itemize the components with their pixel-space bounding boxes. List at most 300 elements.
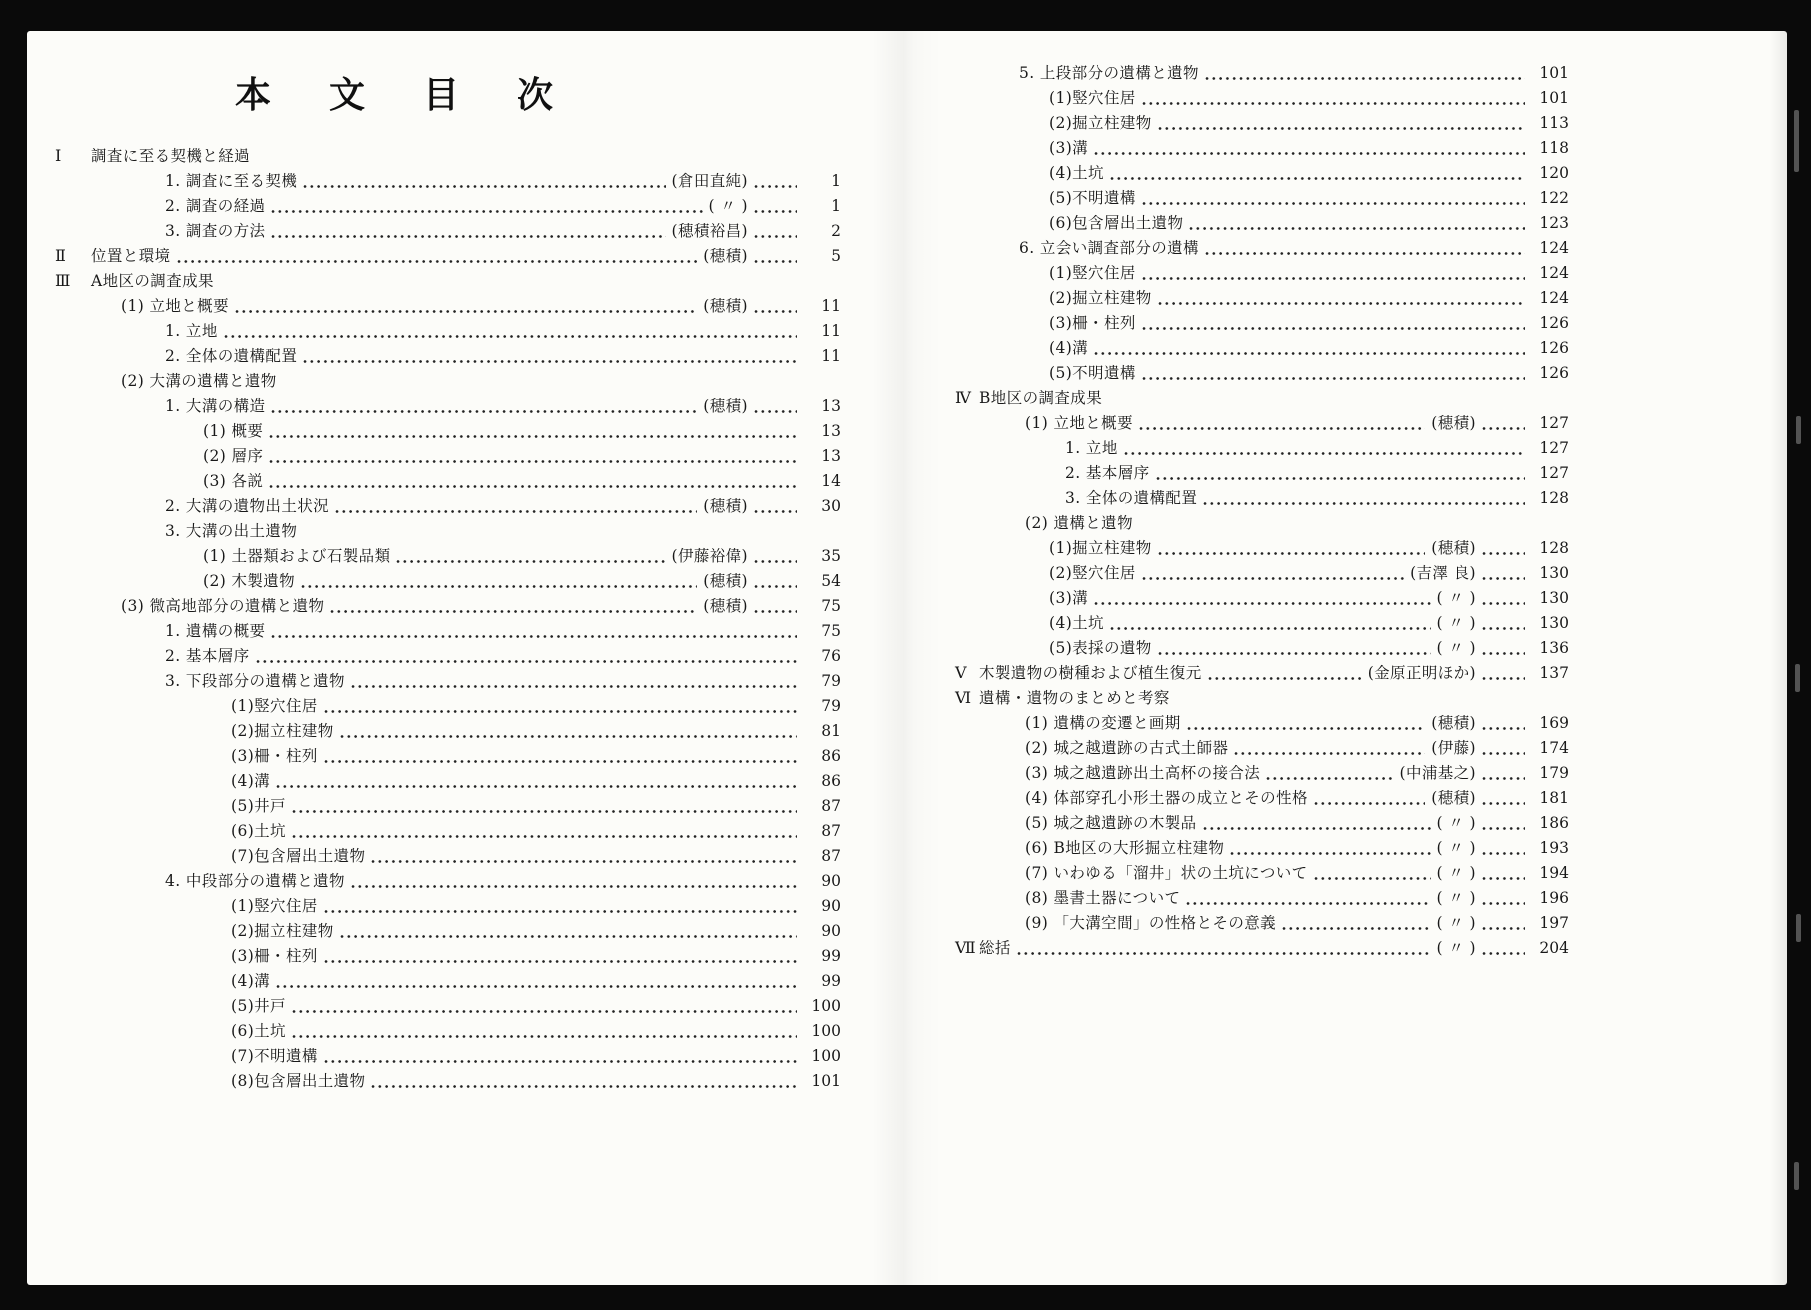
dot-leader <box>223 334 797 339</box>
dot-leader-short <box>1481 726 1525 731</box>
dot-leader <box>323 1059 797 1064</box>
toc-entry <box>955 111 1569 136</box>
toc-entry-label: (2)竪穴住居 <box>1049 564 1136 582</box>
toc-entry <box>55 994 841 1019</box>
toc-entry-page: 137 <box>1539 664 1569 682</box>
scan-artifact <box>1796 914 1801 942</box>
dot-leader <box>1109 176 1525 181</box>
dot-leader <box>323 709 797 714</box>
toc-entry-page: 179 <box>1539 764 1569 782</box>
toc-entry-numeral: Ⅳ <box>955 388 971 407</box>
toc-entry-numeral: Ⅴ <box>955 663 967 682</box>
dot-leader-short <box>1481 751 1525 756</box>
toc-entry-page: 100 <box>811 997 841 1015</box>
toc-entry-page: 100 <box>811 1047 841 1065</box>
dot-leader-short <box>1481 951 1525 956</box>
toc-entry <box>55 244 841 269</box>
toc-entry <box>55 494 841 519</box>
toc-entry-page: 79 <box>821 697 841 715</box>
dot-leader <box>1141 201 1525 206</box>
toc-entry-author: (倉田直純) <box>671 172 748 190</box>
dot-leader <box>270 209 702 214</box>
toc-entry-label: (4)土坑 <box>1049 614 1104 632</box>
toc-entry-label: (1)竪穴住居 <box>231 697 318 715</box>
toc-entry-page: 101 <box>1539 89 1569 107</box>
dot-leader <box>1141 376 1525 381</box>
toc-entry-author: (穂積) <box>703 397 748 415</box>
dot-leader <box>1109 626 1431 631</box>
toc-entry-label: (2) 木製遺物 <box>203 572 296 590</box>
toc-entry-label: (1)掘立柱建物 <box>1049 539 1152 557</box>
toc-entry-label: B地区の調査成果 <box>979 389 1103 407</box>
toc-entry <box>955 911 1569 936</box>
toc-entry-author: ( 〃 ) <box>1436 839 1476 857</box>
dot-leader <box>1157 126 1525 131</box>
toc-entry <box>955 436 1569 461</box>
toc-entry-page: 81 <box>821 722 841 740</box>
dot-leader-short <box>1481 851 1525 856</box>
toc-entry-label: 調査に至る契機と経過 <box>91 147 251 165</box>
toc-entry <box>55 394 841 419</box>
toc-entry-page: 2 <box>831 222 841 240</box>
toc-entry-page: 193 <box>1539 839 1569 857</box>
toc-entry <box>955 536 1569 561</box>
toc-entry <box>55 219 841 244</box>
toc-entry <box>55 169 841 194</box>
toc-entry <box>55 144 841 169</box>
dot-leader <box>323 759 797 764</box>
dot-leader <box>291 1009 797 1014</box>
dot-leader <box>268 459 797 464</box>
dot-leader <box>291 809 797 814</box>
toc-entry-page: 35 <box>821 547 841 565</box>
dot-leader <box>1202 501 1525 506</box>
toc-entry-label: 1. 大溝の構造 <box>165 397 266 415</box>
toc-entry-page: 99 <box>821 947 841 965</box>
toc-entry-page: 90 <box>821 897 841 915</box>
toc-entry-label: 6. 立会い調査部分の遺構 <box>1019 239 1199 257</box>
dot-leader <box>291 834 797 839</box>
dot-leader <box>1229 851 1430 856</box>
toc-entry <box>955 586 1569 611</box>
toc-entry <box>55 894 841 919</box>
toc-entry-label: 遺構・遺物のまとめと考察 <box>979 689 1170 707</box>
dot-leader <box>370 1084 797 1089</box>
dot-leader <box>255 659 797 664</box>
toc-entry-label: (8)包含層出土遺物 <box>231 1072 366 1090</box>
dot-leader-short <box>753 184 797 189</box>
toc-entry-author: ( 〃 ) <box>1436 614 1476 632</box>
toc-entry-page: 86 <box>821 747 841 765</box>
dot-leader-short <box>1481 776 1525 781</box>
dot-leader-short <box>753 259 797 264</box>
toc-entry-label: (2) 層序 <box>203 447 264 465</box>
toc-entry-label: (2)掘立柱建物 <box>1049 114 1152 132</box>
dot-leader-short <box>1481 551 1525 556</box>
dot-leader <box>1138 426 1425 431</box>
toc-entry-label: (6)包含層出土遺物 <box>1049 214 1184 232</box>
toc-entry <box>55 969 841 994</box>
toc-entry <box>955 861 1569 886</box>
toc-entry-label: (4)溝 <box>231 972 271 990</box>
dot-leader <box>1016 951 1431 956</box>
dot-leader <box>1141 276 1525 281</box>
toc-entry <box>955 136 1569 161</box>
toc-entry-label: (1)竪穴住居 <box>1049 264 1136 282</box>
dot-leader <box>275 784 797 789</box>
dot-leader <box>1093 601 1430 606</box>
toc-entry-page: 87 <box>821 822 841 840</box>
toc-entry-page: 14 <box>821 472 841 490</box>
toc-entry-label: (3) 各説 <box>203 472 264 490</box>
toc-entry-label: (5)不明遺構 <box>1049 364 1136 382</box>
toc-entry-author: (穂積) <box>1431 414 1476 432</box>
dot-leader <box>1281 926 1430 931</box>
page-gutter-shadow <box>872 31 942 1285</box>
toc-entry-label: 2. 基本層序 <box>165 647 250 665</box>
toc-entry-page: 101 <box>1539 64 1569 82</box>
dot-leader-short <box>753 559 797 564</box>
toc-entry-label: 1. 調査に至る契機 <box>165 172 298 190</box>
toc-entry-page: 197 <box>1539 914 1569 932</box>
toc-entry-page: 11 <box>821 322 841 340</box>
toc-entry-label: (1) 遺構の変遷と画期 <box>1025 714 1181 732</box>
toc-entry-label: 2. 全体の遺構配置 <box>165 347 298 365</box>
dot-leader-short <box>1481 901 1525 906</box>
toc-entry-label: 総括 <box>979 939 1011 957</box>
toc-entry-page: 124 <box>1539 264 1569 282</box>
toc-entry-label: (3)溝 <box>1049 139 1089 157</box>
dot-leader <box>1155 476 1525 481</box>
dot-leader <box>1123 451 1525 456</box>
toc-entry <box>955 86 1569 111</box>
toc-entry-page: 126 <box>1539 364 1569 382</box>
scan-page <box>27 31 1787 1285</box>
dot-leader <box>291 1034 797 1039</box>
toc-entry <box>55 569 841 594</box>
toc-entry-page: 100 <box>811 1022 841 1040</box>
scan-artifact <box>1794 1162 1799 1190</box>
toc-entry-page: 169 <box>1539 714 1569 732</box>
dot-leader <box>268 434 797 439</box>
toc-entry-page: 194 <box>1539 864 1569 882</box>
toc-entry-page: 124 <box>1539 239 1569 257</box>
toc-entry <box>955 161 1569 186</box>
toc-entry-label: (5)井戸 <box>231 997 286 1015</box>
page-edge-shade <box>1769 31 1787 1285</box>
toc-entry-label: (4) 体部穿孔小形土器の成立とその性格 <box>1025 789 1308 807</box>
dot-leader <box>300 584 697 589</box>
toc-entry-author: (金原正明ほか) <box>1367 664 1476 682</box>
dot-leader <box>329 609 697 614</box>
toc-entry-label: (4)土坑 <box>1049 164 1104 182</box>
toc-entry-page: 127 <box>1539 439 1569 457</box>
toc-entry-label: (5)不明遺構 <box>1049 189 1136 207</box>
toc-entry <box>55 319 841 344</box>
toc-entry <box>55 669 841 694</box>
toc-entry <box>55 594 841 619</box>
toc-entry <box>55 1069 841 1094</box>
toc-entry-author: (吉澤 良) <box>1410 564 1476 582</box>
toc-entry <box>55 294 841 319</box>
toc-entry-numeral: Ⅲ <box>55 271 71 290</box>
toc-entry-page: 126 <box>1539 314 1569 332</box>
toc-entry <box>955 236 1569 261</box>
dot-leader-short <box>753 509 797 514</box>
toc-entry-label: (7)包含層出土遺物 <box>231 847 366 865</box>
toc-entry <box>955 636 1569 661</box>
toc-entry <box>55 869 841 894</box>
dot-leader <box>1204 76 1525 81</box>
toc-entry <box>955 561 1569 586</box>
toc-entry <box>955 411 1569 436</box>
toc-entry-numeral: Ⅵ <box>955 688 972 707</box>
dot-leader-short <box>1481 426 1525 431</box>
toc-entry <box>955 186 1569 211</box>
toc-entry <box>955 811 1569 836</box>
toc-entry-page: 87 <box>821 797 841 815</box>
dot-leader <box>1202 826 1431 831</box>
toc-entry-page: 75 <box>821 597 841 615</box>
toc-entry-page: 5 <box>831 247 841 265</box>
toc-entry-page: 11 <box>821 297 841 315</box>
scan-artifact <box>1794 110 1799 172</box>
toc-entry-page: 75 <box>821 622 841 640</box>
toc-entry <box>55 369 841 394</box>
toc-entry <box>55 469 841 494</box>
toc-entry-label: 1. 立地 <box>1065 439 1118 457</box>
toc-entry-author: ( 〃 ) <box>708 197 748 215</box>
toc-entry-label: (2)掘立柱建物 <box>231 922 334 940</box>
dot-leader-short <box>1481 651 1525 656</box>
toc-entry-label: (9) 「大溝空間」の性格とその意義 <box>1025 914 1277 932</box>
toc-entry-author: ( 〃 ) <box>1436 864 1476 882</box>
dot-leader <box>1157 551 1426 556</box>
dot-leader-short <box>1481 826 1525 831</box>
toc-entry-page: 120 <box>1539 164 1569 182</box>
toc-entry <box>55 644 841 669</box>
toc-entry-label: 2. 大溝の遺物出土状況 <box>165 497 330 515</box>
toc-entry <box>55 844 841 869</box>
toc-entry-page: 90 <box>821 922 841 940</box>
toc-entry-page: 87 <box>821 847 841 865</box>
toc-entry-label: (1) 立地と概要 <box>121 297 229 315</box>
dot-leader <box>302 359 797 364</box>
dot-leader <box>270 409 697 414</box>
toc-entry <box>955 61 1569 86</box>
toc-entry <box>55 744 841 769</box>
toc-entry-label: (3) 城之越遺跡出土高杯の接合法 <box>1025 764 1261 782</box>
toc-entry <box>55 919 841 944</box>
toc-entry-page: 1 <box>831 172 841 190</box>
toc-entry-page: 30 <box>821 497 841 515</box>
toc-entry-label: 4. 中段部分の遺構と遺物 <box>165 872 345 890</box>
toc-entry-label: (5)表採の遺物 <box>1049 639 1152 657</box>
toc-entry-page: 127 <box>1539 414 1569 432</box>
toc-entry <box>955 661 1569 686</box>
dot-leader <box>234 309 697 314</box>
toc-entry-label: 2. 調査の経過 <box>165 197 266 215</box>
toc-entry <box>955 611 1569 636</box>
dot-leader <box>350 684 797 689</box>
toc-entry-label: (2) 城之越遺跡の古式土師器 <box>1025 739 1229 757</box>
toc-entry <box>955 886 1569 911</box>
dot-leader <box>275 984 797 989</box>
toc-entry-label: 1. 遺構の概要 <box>165 622 266 640</box>
toc-entry-label: (3)柵・柱列 <box>231 947 318 965</box>
dot-leader <box>1233 751 1425 756</box>
dot-leader-short <box>753 309 797 314</box>
dot-leader <box>323 909 797 914</box>
toc-entry-author: ( 〃 ) <box>1436 939 1476 957</box>
scan-artifact <box>1796 416 1801 444</box>
toc-entry-label: 5. 上段部分の遺構と遺物 <box>1019 64 1199 82</box>
toc-entry-page: 123 <box>1539 214 1569 232</box>
toc-entry-page: 127 <box>1539 464 1569 482</box>
scan-artifact <box>1795 664 1800 692</box>
dot-leader-short <box>1481 676 1525 681</box>
toc-entry-label: (1)竪穴住居 <box>1049 89 1136 107</box>
dot-leader <box>370 859 797 864</box>
dot-leader <box>176 259 698 264</box>
toc-entry <box>55 719 841 744</box>
toc-entry-author: (伊藤) <box>1431 739 1476 757</box>
toc-entry <box>955 686 1569 711</box>
toc-entry-author: (中浦基之) <box>1399 764 1476 782</box>
toc-entry-page: 126 <box>1539 339 1569 357</box>
toc-entry-label: (6) B地区の大形掘立柱建物 <box>1025 839 1225 857</box>
toc-entry-label: (3)柵・柱列 <box>1049 314 1136 332</box>
toc-entry-page: 90 <box>821 872 841 890</box>
toc-entry <box>955 336 1569 361</box>
dot-leader <box>339 734 797 739</box>
toc-entry-page: 204 <box>1539 939 1569 957</box>
toc-entry-label: (8) 墨書土器について <box>1025 889 1181 907</box>
dot-leader <box>268 484 797 489</box>
toc-entry <box>55 269 841 294</box>
toc-entry <box>955 761 1569 786</box>
toc-entry-label: A地区の調査成果 <box>91 272 214 290</box>
dot-leader-short <box>753 209 797 214</box>
dot-leader-short <box>1481 801 1525 806</box>
dot-leader <box>1313 801 1425 806</box>
toc-entry <box>955 311 1569 336</box>
dot-leader-short <box>753 609 797 614</box>
dot-leader-short <box>1481 876 1525 881</box>
toc-entry-author: ( 〃 ) <box>1436 639 1476 657</box>
toc-entry-label: 木製遺物の樹種および植生復元 <box>979 664 1202 682</box>
dot-leader <box>270 634 797 639</box>
toc-entry-numeral: Ⅱ <box>55 246 66 265</box>
dot-leader <box>1141 101 1525 106</box>
toc-entry-page: 128 <box>1539 539 1569 557</box>
toc-entry <box>955 361 1569 386</box>
toc-entry-page: 118 <box>1539 139 1569 157</box>
dot-leader <box>1157 651 1431 656</box>
dot-leader <box>1157 301 1525 306</box>
toc-entry-label: 3. 大溝の出土遺物 <box>165 522 298 540</box>
toc-entry <box>55 819 841 844</box>
toc-entry <box>955 386 1569 411</box>
toc-entry <box>55 1044 841 1069</box>
toc-entry <box>955 286 1569 311</box>
dot-leader-short <box>753 409 797 414</box>
toc-entry-author: ( 〃 ) <box>1436 914 1476 932</box>
toc-entry-label: (3)柵・柱列 <box>231 747 318 765</box>
dot-leader <box>270 234 665 239</box>
toc-entry-author: ( 〃 ) <box>1436 589 1476 607</box>
toc-entry <box>55 194 841 219</box>
toc-entry-numeral: Ⅰ <box>55 146 62 165</box>
toc-entry-label: 2. 基本層序 <box>1065 464 1150 482</box>
dot-leader <box>1185 901 1430 906</box>
toc-entry-label: (6)土坑 <box>231 822 286 840</box>
toc-entry-author: (穂積裕昌) <box>671 222 748 240</box>
toc-entry-label: (1) 土器類および石製品類 <box>203 547 391 565</box>
toc-entry-author: (穂積) <box>703 497 748 515</box>
page-title: 本文目次 <box>235 74 612 116</box>
toc-entry-label: 3. 下段部分の遺構と遺物 <box>165 672 345 690</box>
dot-leader <box>302 184 665 189</box>
toc-entry-page: 181 <box>1539 789 1569 807</box>
toc-entry-label: (3)溝 <box>1049 589 1089 607</box>
toc-entry <box>55 794 841 819</box>
toc-entry <box>55 344 841 369</box>
toc-entry-author: (穂積) <box>1431 789 1476 807</box>
dot-leader <box>1188 226 1525 231</box>
toc-entry-page: 130 <box>1539 564 1569 582</box>
toc-entry-label: 3. 調査の方法 <box>165 222 266 240</box>
dot-leader <box>339 934 797 939</box>
toc-entry-author: (穂積) <box>703 247 748 265</box>
toc-entry-label: (2) 大溝の遺構と遺物 <box>121 372 277 390</box>
dot-leader <box>395 559 665 564</box>
toc-entry <box>955 786 1569 811</box>
toc-entry-page: 124 <box>1539 289 1569 307</box>
toc-entry <box>955 736 1569 761</box>
toc-entry-author: ( 〃 ) <box>1436 814 1476 832</box>
toc-entry-label: 3. 全体の遺構配置 <box>1065 489 1198 507</box>
toc-entry-author: ( 〃 ) <box>1436 889 1476 907</box>
dot-leader-short <box>753 234 797 239</box>
toc-entry-author: (伊藤裕偉) <box>671 547 748 565</box>
toc-entry <box>955 936 1569 961</box>
toc-entry-label: 位置と環境 <box>91 247 171 265</box>
toc-entry-label: (3) 微高地部分の遺構と遺物 <box>121 597 325 615</box>
toc-entry <box>955 486 1569 511</box>
toc-entry-author: (穂積) <box>1431 539 1476 557</box>
toc-entry-label: (4)溝 <box>1049 339 1089 357</box>
toc-entry <box>55 1019 841 1044</box>
dot-leader <box>334 509 697 514</box>
toc-entry <box>55 544 841 569</box>
dot-leader <box>1141 326 1525 331</box>
toc-entry <box>55 769 841 794</box>
dot-leader-short <box>753 584 797 589</box>
toc-entry-page: 136 <box>1539 639 1569 657</box>
dot-leader-short <box>1481 576 1525 581</box>
toc-entry-label: (7) いわゆる「溜井」状の土坑について <box>1025 864 1308 882</box>
toc-entry <box>955 511 1569 536</box>
toc-entry <box>55 444 841 469</box>
toc-entry-label: (1) 概要 <box>203 422 264 440</box>
toc-entry-page: 101 <box>811 1072 841 1090</box>
toc-entry <box>955 836 1569 861</box>
dot-leader-short <box>1481 926 1525 931</box>
toc-entry <box>55 519 841 544</box>
toc-entry-label: (7)不明遺構 <box>231 1047 318 1065</box>
toc-entry-page: 113 <box>1539 114 1569 132</box>
